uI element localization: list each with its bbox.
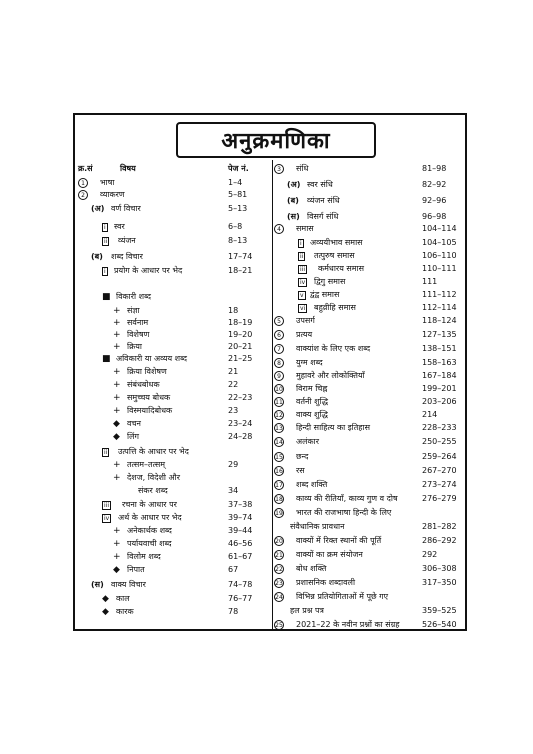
item-number-badge: 10 xyxy=(275,386,283,393)
toc-entry-label: शब्द शक्ति xyxy=(296,480,328,489)
roman-numeral-badge: v xyxy=(300,292,304,299)
toc-entry-label: अलंकार xyxy=(296,437,320,446)
cross-bullet-icon: + xyxy=(113,380,121,390)
item-number-badge: 16 xyxy=(275,468,283,475)
right-column xyxy=(274,160,464,630)
roman-numeral-badge: iii xyxy=(104,502,110,509)
item-number-badge: 21 xyxy=(275,552,283,559)
item-number-badge: 7 xyxy=(274,344,284,354)
toc-entry-label: लिंग xyxy=(127,432,139,441)
roman-numeral-badge: iv xyxy=(300,279,306,286)
toc-entry-label: भारत की राजभाषा हिन्दी के लिए xyxy=(296,508,392,517)
toc-entry-label: द्विगु समास xyxy=(314,277,346,286)
toc-entry-label: वाक्य शुद्धि xyxy=(296,410,328,419)
toc-entry-label: वाक्य विचार xyxy=(111,580,146,589)
toc-entry-page: 34 xyxy=(228,486,239,495)
toc-entry-page: 21 xyxy=(228,367,239,376)
toc-entry-page: 106–110 xyxy=(422,251,457,260)
toc-entry-page: 19–20 xyxy=(228,330,253,339)
toc-entry-page: 104–114 xyxy=(422,224,457,233)
item-number-badge: 9 xyxy=(274,371,284,381)
toc-entry-page: 112–114 xyxy=(422,303,457,312)
toc-entry-page: 8–13 xyxy=(228,236,248,245)
toc-entry-label: समास xyxy=(296,224,314,233)
toc-entry-page: 292 xyxy=(422,550,438,559)
toc-entry-page: 167–184 xyxy=(422,371,457,380)
toc-entry-label: रस xyxy=(296,466,305,475)
item-number-badge: 1 xyxy=(78,178,88,188)
section-marker: (स) xyxy=(91,580,104,589)
toc-entry-page: 359–525 xyxy=(422,606,457,615)
toc-entry-page: 118–124 xyxy=(422,316,457,325)
header-sn: क्र.सं xyxy=(78,164,93,173)
toc-entry-label: भाषा xyxy=(100,178,115,187)
cross-bullet-icon: + xyxy=(113,406,121,416)
item-number-badge: 24 xyxy=(275,594,283,601)
toc-entry-label: संवैधानिक प्रावधान xyxy=(290,522,345,531)
toc-entry-page: 39–74 xyxy=(228,513,253,522)
roman-numeral-badge: ii xyxy=(104,449,108,456)
toc-entry-label: क्रिया xyxy=(127,342,142,351)
toc-entry-label: वर्ण विचार xyxy=(111,204,141,213)
toc-entry-label: अविकारी या अव्यय शब्द xyxy=(116,354,188,363)
item-number-badge: 8 xyxy=(274,358,284,368)
toc-entry-label: काव्य की रीतियाँ, काव्य गुण व दोष xyxy=(296,494,398,503)
item-number-badge: 13 xyxy=(275,425,283,432)
toc-entry-label: व्यंजन संधि xyxy=(307,196,340,205)
toc-entry-page: 29 xyxy=(228,460,239,469)
toc-entry-page: 1–4 xyxy=(228,178,243,187)
toc-entry-page: 259–264 xyxy=(422,452,457,461)
toc-entry-page: 23–24 xyxy=(228,419,253,428)
toc-entry-page: 276–279 xyxy=(422,494,457,503)
toc-entry-page: 76–77 xyxy=(228,594,253,603)
toc-entry-page: 317–350 xyxy=(422,578,457,587)
toc-entry-label: पर्यायवाची शब्द xyxy=(127,539,172,548)
toc-entry-page: 127–135 xyxy=(422,330,457,339)
toc-entry-label: विभिन्न प्रतियोगिताओं में पूछे गए xyxy=(296,592,389,601)
page-title: अनुक्रमणिका xyxy=(221,128,331,154)
toc-entry-page: 17–74 xyxy=(228,252,253,261)
toc-entry-label: व्याकरण xyxy=(100,190,125,199)
toc-entry-label: हिन्दी साहित्य का इतिहास xyxy=(296,423,371,432)
toc-entry-label: विस्मयादिबोधक xyxy=(127,406,173,415)
toc-entry-page: 203–206 xyxy=(422,397,457,406)
item-number-badge: 17 xyxy=(275,482,283,489)
toc-entry-page: 24–28 xyxy=(228,432,253,441)
toc-entry-page: 158–163 xyxy=(422,358,457,367)
toc-entry-page: 21–25 xyxy=(228,354,253,363)
header-page: पेज नं. xyxy=(228,164,249,173)
roman-numeral-badge: ii xyxy=(300,253,304,260)
item-number-badge: 14 xyxy=(275,439,283,446)
item-number-badge: 12 xyxy=(275,412,283,419)
cross-bullet-icon: + xyxy=(113,473,121,483)
toc-entry-label: देशज, विदेशी और xyxy=(127,473,180,482)
toc-entry-page: 6–8 xyxy=(228,222,243,231)
toc-entry-label: कर्मधारय समास xyxy=(318,264,365,273)
toc-entry-page: 22–23 xyxy=(228,393,253,402)
toc-entry-label: उपसर्ग xyxy=(296,316,315,325)
toc-entry-label: तत्सम–तत्सम् xyxy=(127,460,166,469)
cross-bullet-icon: + xyxy=(113,552,121,562)
toc-entry-label: मुहावरे और लोकोक्तियाँ xyxy=(296,371,365,380)
toc-entry-label: द्वंद्व समास xyxy=(310,290,340,299)
title-box xyxy=(176,122,376,158)
toc-entry-label: प्रत्यय xyxy=(296,330,313,339)
roman-numeral-badge: iii xyxy=(300,266,306,273)
toc-entry-page: 96–98 xyxy=(422,212,447,221)
item-number-badge: 18 xyxy=(275,496,283,503)
section-marker: (अ) xyxy=(91,204,105,213)
toc-entry-label: स्वर xyxy=(114,222,125,231)
square-bullet-icon: ■ xyxy=(102,354,111,364)
toc-entry-label: अव्ययीभाव समास xyxy=(310,238,363,247)
toc-entry-label: संबंधबोधक xyxy=(127,380,160,389)
toc-entry-page: 23 xyxy=(228,406,239,415)
roman-numeral-badge: ii xyxy=(104,238,108,245)
toc-entry-label: वाक्यांश के लिए एक शब्द xyxy=(296,344,371,353)
item-number-badge: 6 xyxy=(274,330,284,340)
toc-entry-label: अनेकार्थक शब्द xyxy=(127,526,172,535)
cross-bullet-icon: + xyxy=(113,367,121,377)
cross-bullet-icon: + xyxy=(113,526,121,536)
toc-entry-page: 20–21 xyxy=(228,342,253,351)
toc-entry-label: समुच्चय बोधक xyxy=(127,393,171,402)
item-number-badge: 19 xyxy=(275,510,283,517)
toc-entry-page: 306–308 xyxy=(422,564,457,573)
toc-entry-page: 110–111 xyxy=(422,264,457,273)
roman-numeral-badge: i xyxy=(300,240,302,247)
toc-entry-label: वाक्यों में रिक्त स्थानों की पूर्ति xyxy=(296,536,382,545)
toc-entry-page: 5–13 xyxy=(228,204,248,213)
item-number-badge: 23 xyxy=(275,580,283,587)
toc-entry-page: 18–19 xyxy=(228,318,253,327)
roman-numeral-badge: i xyxy=(104,268,106,275)
toc-entry-page: 104–105 xyxy=(422,238,457,247)
diamond-bullet-icon: ◆ xyxy=(102,607,109,617)
left-column xyxy=(76,160,270,630)
toc-entry-label: वाक्यों का क्रम संयोजन xyxy=(296,550,363,559)
toc-entry-label: बहुव्रीहि समास xyxy=(314,303,356,312)
cross-bullet-icon: + xyxy=(113,342,121,352)
diamond-bullet-icon: ◆ xyxy=(113,419,120,429)
column-divider xyxy=(272,160,273,631)
toc-entry-page: 273–274 xyxy=(422,480,457,489)
toc-entry-page: 22 xyxy=(228,380,239,389)
toc-entry-label: शब्द विचार xyxy=(111,252,143,261)
roman-numeral-badge: i xyxy=(104,224,106,231)
section-marker: (स) xyxy=(287,212,300,221)
toc-entry-label: विसर्ग संधि xyxy=(307,212,339,221)
toc-entry-page: 5–81 xyxy=(228,190,248,199)
roman-numeral-badge: iv xyxy=(104,515,110,522)
toc-entry-label: वर्तनी शुद्धि xyxy=(296,397,328,406)
toc-entry-label: संकर शब्द xyxy=(138,486,168,495)
diamond-bullet-icon: ◆ xyxy=(102,594,109,604)
diamond-bullet-icon: ◆ xyxy=(113,432,120,442)
toc-entry-page: 281–282 xyxy=(422,522,457,531)
toc-entry-page: 39–44 xyxy=(228,526,253,535)
toc-entry-page: 267–270 xyxy=(422,466,457,475)
toc-entry-label: हल प्रश्न पत्र xyxy=(290,606,324,615)
item-number-badge: 20 xyxy=(275,538,283,545)
toc-entry-page: 74–78 xyxy=(228,580,253,589)
section-marker: (ब) xyxy=(287,196,299,205)
section-marker: (ब) xyxy=(91,252,103,261)
toc-entry-label: युग्म शब्द xyxy=(296,358,323,367)
toc-entry-page: 111–112 xyxy=(422,290,457,299)
toc-entry-page: 18 xyxy=(228,306,239,315)
header-subject: विषय xyxy=(120,164,136,173)
toc-entry-label: विशेषण xyxy=(127,330,150,339)
cross-bullet-icon: + xyxy=(113,460,121,470)
cross-bullet-icon: + xyxy=(113,306,121,316)
toc-entry-label: क्रिया विशेषण xyxy=(127,367,167,376)
toc-entry-page: 67 xyxy=(228,565,239,574)
cross-bullet-icon: + xyxy=(113,318,121,328)
toc-entry-label: व्यंजन xyxy=(118,236,136,245)
toc-entry-page: 81–98 xyxy=(422,164,447,173)
toc-entry-label: काल xyxy=(116,594,130,603)
toc-entry-label: अर्थ के आधार पर भेद xyxy=(118,513,182,522)
cross-bullet-icon: + xyxy=(113,393,121,403)
item-number-badge: 2 xyxy=(78,190,88,200)
toc-entry-page: 286–292 xyxy=(422,536,457,545)
item-number-badge: 4 xyxy=(274,224,284,234)
toc-entry-label: स्वर संधि xyxy=(307,180,333,189)
toc-entry-page: 228–233 xyxy=(422,423,457,432)
toc-entry-label: प्रशासनिक शब्दावली xyxy=(296,578,356,587)
toc-entry-label: रचना के आधार पर xyxy=(122,500,177,509)
toc-entry-page: 61–67 xyxy=(228,552,253,561)
diamond-bullet-icon: ◆ xyxy=(113,565,120,575)
toc-entry-page: 250–255 xyxy=(422,437,457,446)
item-number-badge: 3 xyxy=(274,164,284,174)
toc-entry-page: 37–38 xyxy=(228,500,253,509)
item-number-badge: 5 xyxy=(274,316,284,326)
item-number-badge: 25 xyxy=(275,622,283,629)
toc-entry-page: 199–201 xyxy=(422,384,457,393)
toc-entry-page: 92–96 xyxy=(422,196,447,205)
item-number-badge: 15 xyxy=(275,454,283,461)
section-marker: (अ) xyxy=(287,180,301,189)
roman-numeral-badge: vi xyxy=(300,305,306,312)
toc-entry-page: 46–56 xyxy=(228,539,253,548)
item-number-badge: 22 xyxy=(275,566,283,573)
cross-bullet-icon: + xyxy=(113,330,121,340)
toc-entry-label: छन्द xyxy=(296,452,309,461)
cross-bullet-icon: + xyxy=(113,539,121,549)
toc-entry-page: 111 xyxy=(422,277,438,286)
toc-entry-page: 18–21 xyxy=(228,266,253,275)
toc-entry-page: 78 xyxy=(228,607,239,616)
toc-entry-label: तत्पुरुष समास xyxy=(314,251,355,260)
toc-entry-label: 2021–22 के नवीन प्रश्नों का संग्रह xyxy=(296,620,400,629)
item-number-badge: 11 xyxy=(275,399,283,406)
square-bullet-icon: ■ xyxy=(102,292,111,302)
toc-entry-label: संज्ञा xyxy=(127,306,140,315)
toc-entry-label: विकारी शब्द xyxy=(116,292,151,301)
toc-entry-page: 138–151 xyxy=(422,344,457,353)
toc-entry-label: विराम चिह्न xyxy=(296,384,328,393)
toc-entry-page: 526–540 xyxy=(422,620,457,629)
toc-entry-label: संधि xyxy=(296,164,309,173)
toc-entry-label: प्रयोग के आधार पर भेद xyxy=(114,266,183,275)
toc-entry-label: उत्पत्ति के आधार पर भेद xyxy=(118,447,189,456)
toc-entry-label: निपात xyxy=(127,565,145,574)
toc-entry-page: 82–92 xyxy=(422,180,447,189)
toc-entry-label: कारक xyxy=(116,607,134,616)
toc-entry-label: विलोम शब्द xyxy=(127,552,161,561)
toc-entry-label: सर्वनाम xyxy=(127,318,149,327)
toc-entry-label: वचन xyxy=(127,419,141,428)
toc-entry-page: 214 xyxy=(422,410,438,419)
toc-entry-label: बोध शक्ति xyxy=(296,564,327,573)
